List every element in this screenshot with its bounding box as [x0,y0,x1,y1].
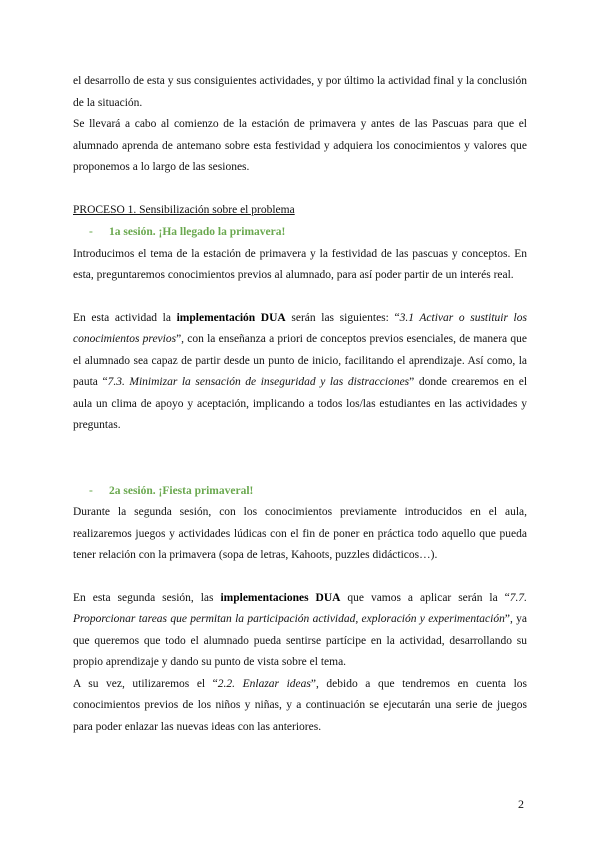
session-1-heading [73,222,527,244]
text-run: A su vez, utilizaremos el “ [73,677,218,690]
bold-term: implementación DUA [176,311,286,324]
text-run: serán las siguientes: “ [285,311,400,324]
text-run: que vamos a aplicar serán la “ [340,591,510,604]
session-2-paragraph-2 [73,588,527,674]
spacer [73,437,527,480]
list-dash: - [89,484,93,497]
process-heading: PROCESO 1. Sensibilización sobre el problema [73,203,295,216]
spacer [73,567,527,588]
session-2-heading [73,481,527,503]
session-1-title: 1a sesión. ¡Ha llegado la primavera! [109,226,286,238]
italic-guideline: 7.3. Minimizar la sensación de inseguridad y las distracciones [107,376,410,388]
italic-guideline: 3.1 Activar o sustituir los conocimientos previos [73,311,527,345]
spacer [73,179,527,200]
list-dash: - [89,226,93,238]
paragraph-timing: Se llevará a cabo al comienzo de la estación de primavera y antes de las Pascuas para que el alumnado aprenda de antemano sobre esta festividad y adquiera los conocimientos y valores que proponemos a lo largo de las sesiones. [73,118,527,173]
page-content [73,71,527,738]
text-run: ”, con la enseñanza a priori de conceptos previos esenciales, de manera que el alumnado sea capaz de partir desde un punto de inicio, facilitando el aprendizaje. Así como, la pauta “ [73,333,527,388]
text-run: En esta actividad la [73,311,177,324]
session-1-paragraph-1: Introducimos el tema de la estación de primavera y la festividad de las pascuas y conceptos. En esta, preguntaremos conocimientos previos al alumnado, para así poder partir de un interés real. [73,247,527,281]
spacer [73,287,527,308]
text-run: En esta segunda sesión, las [73,591,221,604]
session-1-paragraph-2 [73,308,527,437]
session-2-title: 2a sesión. ¡Fiesta primaveral! [109,484,254,497]
session-2-paragraph-1: Durante la segunda sesión, con los conocimientos previamente introducidos en el aula, realizaremos juegos y actividades lúdicas con el fin de poner en práctica todo aquello que pueda tener relación con la primavera (sopa de letras, Kahoots, puzzles didácticos…). [73,506,527,561]
italic-guideline: 2.2. Enlazar ideas [217,677,311,690]
text-run: ” donde crearemos en el aula un clima de apoyo y aceptación, implicando a todos los/las estudiantes en las actividades y preguntas. [73,376,528,431]
paragraph-intro-end: el desarrollo de esta y sus consiguientes actividades, y por último la actividad final y la conclusión de la situación. [73,75,527,109]
session-2-paragraph-3 [73,674,527,739]
page-number: 2 [518,797,524,811]
italic-guideline: 7.7. Proporcionar tareas que permitan la participación actividad, exploración y experimentación [73,591,527,625]
text-run: ”, ya que queremos que todo el alumnado pueda sentirse partícipe en la actividad, desarrollando su propio aprendizaje y dando su punto de vista sobre el tema. [73,613,527,668]
text-run: ”, debido a que tendremos en cuenta los conocimientos previos de los niños y niñas, y a continuación se ejecutarán una serie de juegos para poder enlazar las nuevas ideas con las anteriores. [73,677,527,733]
bold-term: implementaciones DUA [220,591,341,604]
